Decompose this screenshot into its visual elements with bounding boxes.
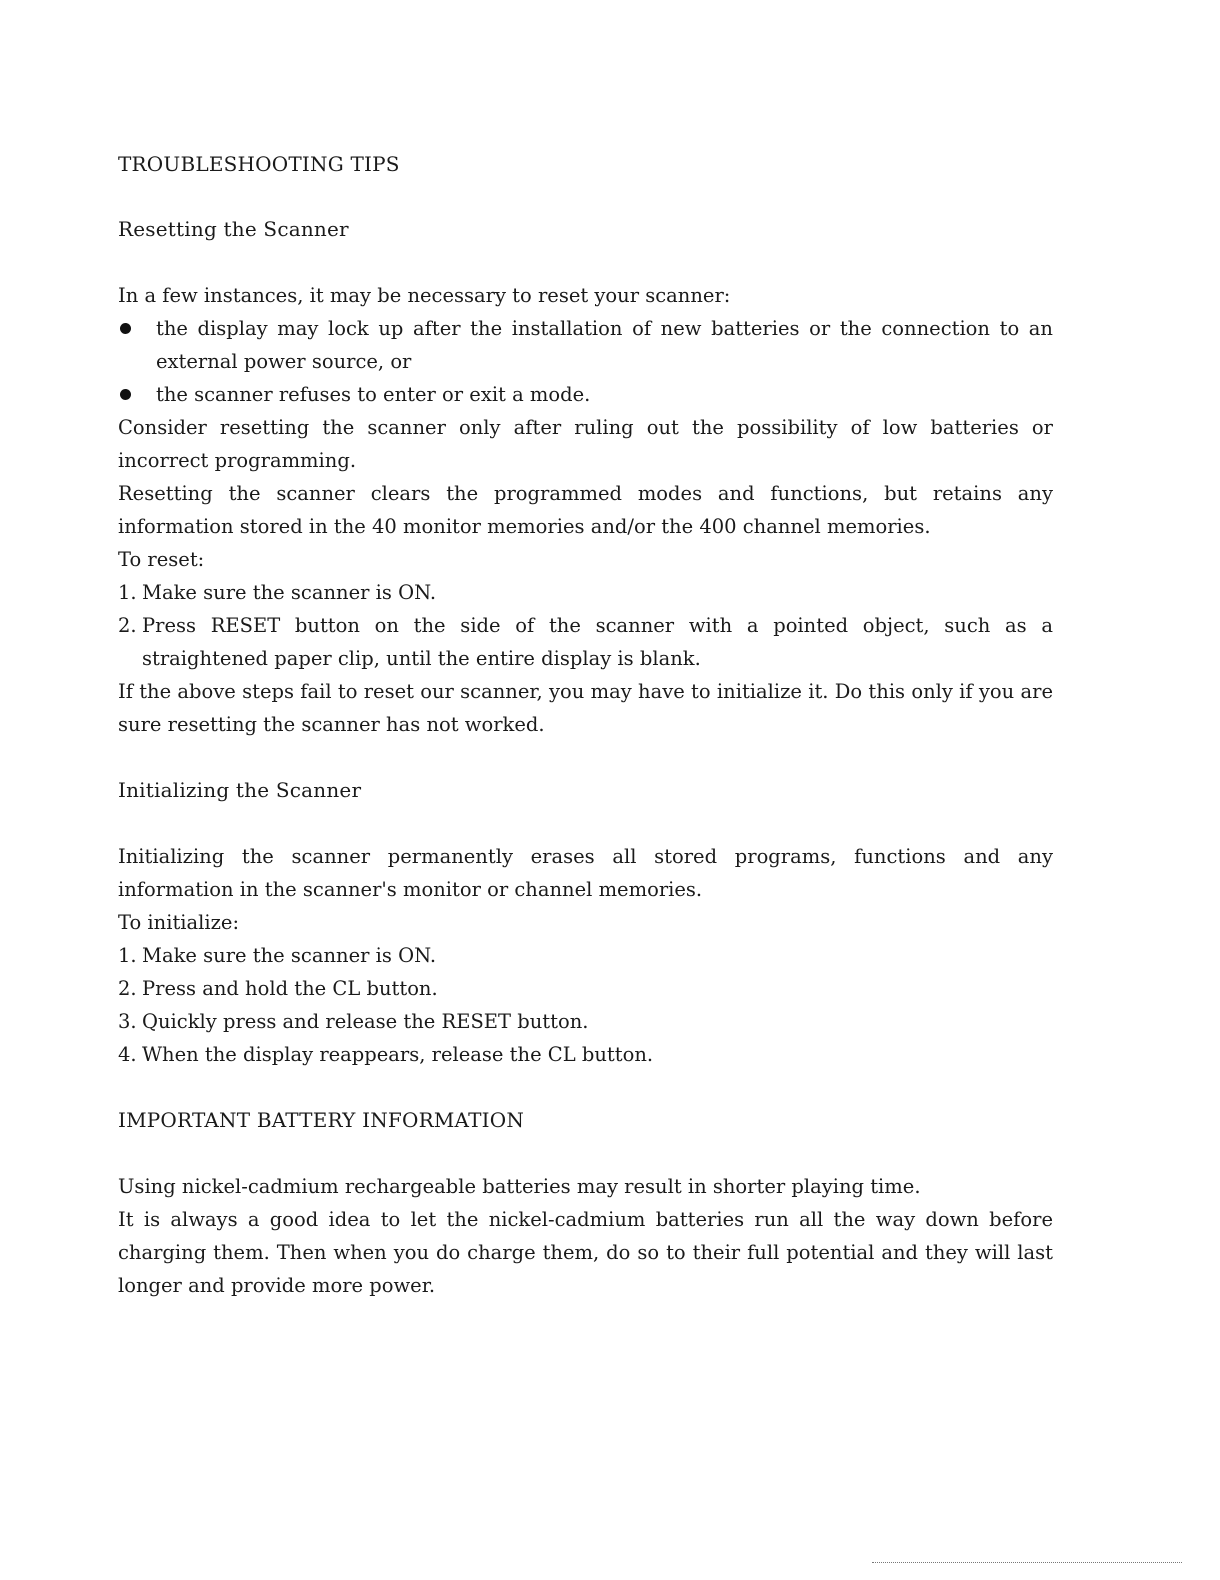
- step-number: 2.: [118, 977, 137, 1000]
- step-number: 2.: [118, 614, 137, 637]
- section-heading-initializing: Initializing the Scanner: [118, 778, 362, 802]
- initializing-intro: Initializing the scanner permanently erases all stored programs, functions and any information in the scanner's monitor or channel memories.: [118, 845, 1053, 901]
- step-number: 3.: [118, 1010, 137, 1033]
- list-item: [118, 312, 1053, 378]
- spacer: [118, 741, 1053, 774]
- section-heading-battery: IMPORTANT BATTERY INFORMATION: [118, 1108, 525, 1132]
- spacer: [118, 1071, 1053, 1104]
- bullet-text: the scanner refuses to enter or exit a mode.: [156, 383, 591, 406]
- page-title: TROUBLESHOOTING TIPS: [118, 152, 400, 176]
- list-item: [118, 576, 1053, 609]
- initialize-steps-list: [118, 939, 1053, 1071]
- list-item: [118, 378, 1053, 411]
- initialize-steps-label: To initialize:: [118, 911, 240, 934]
- reset-fail-note: If the above steps fail to reset our scanner, you may have to initialize it. Do this only if you are sure resetting the scanner has not worked.: [118, 680, 1053, 736]
- step-text: Make sure the scanner is ON.: [142, 944, 437, 967]
- step-number: 1.: [118, 944, 137, 967]
- step-number: 1.: [118, 581, 137, 604]
- list-item: [118, 972, 1053, 1005]
- resetting-clears-text: Resetting the scanner clears the programmed modes and functions, but retains any information stored in the 40 monitor memories and/or the 400 channel memories.: [118, 482, 1053, 538]
- step-text: Press RESET button on the side of the scanner with a pointed object, such as a straightened paper clip, until the entire display is blank.: [142, 614, 1053, 670]
- scan-artifact: [872, 1562, 1182, 1564]
- step-text: Press and hold the CL button.: [142, 977, 438, 1000]
- battery-para-1: Using nickel-cadmium rechargeable batteries may result in shorter playing time.: [118, 1175, 921, 1198]
- document-page: [118, 148, 1053, 1302]
- list-item: [118, 939, 1053, 972]
- resetting-consider-text: Consider resetting the scanner only after ruling out the possibility of low batteries or incorrect programming.: [118, 416, 1053, 472]
- bullet-icon: [120, 323, 131, 334]
- list-item: [118, 609, 1053, 675]
- step-text: Quickly press and release the RESET button.: [142, 1010, 589, 1033]
- step-text: Make sure the scanner is ON.: [142, 581, 437, 604]
- step-text: When the display reappears, release the CL button.: [142, 1043, 654, 1066]
- list-item: [118, 1038, 1053, 1071]
- section-heading-resetting: Resetting the Scanner: [118, 217, 349, 241]
- list-item: [118, 1005, 1053, 1038]
- resetting-bullet-list: [118, 312, 1053, 411]
- bullet-icon: [120, 389, 131, 400]
- battery-para-2: It is always a good idea to let the nickel-cadmium batteries run all the way down before charging them. Then when you do charge them, do so to their full potential and they will last longer and provide more power.: [118, 1208, 1053, 1297]
- reset-steps-label: To reset:: [118, 548, 205, 571]
- step-number: 4.: [118, 1043, 137, 1066]
- bullet-text: the display may lock up after the installation of new batteries or the connection to an external power source, or: [156, 317, 1053, 373]
- reset-steps-list: [118, 576, 1053, 675]
- resetting-intro: In a few instances, it may be necessary to reset your scanner:: [118, 284, 731, 307]
